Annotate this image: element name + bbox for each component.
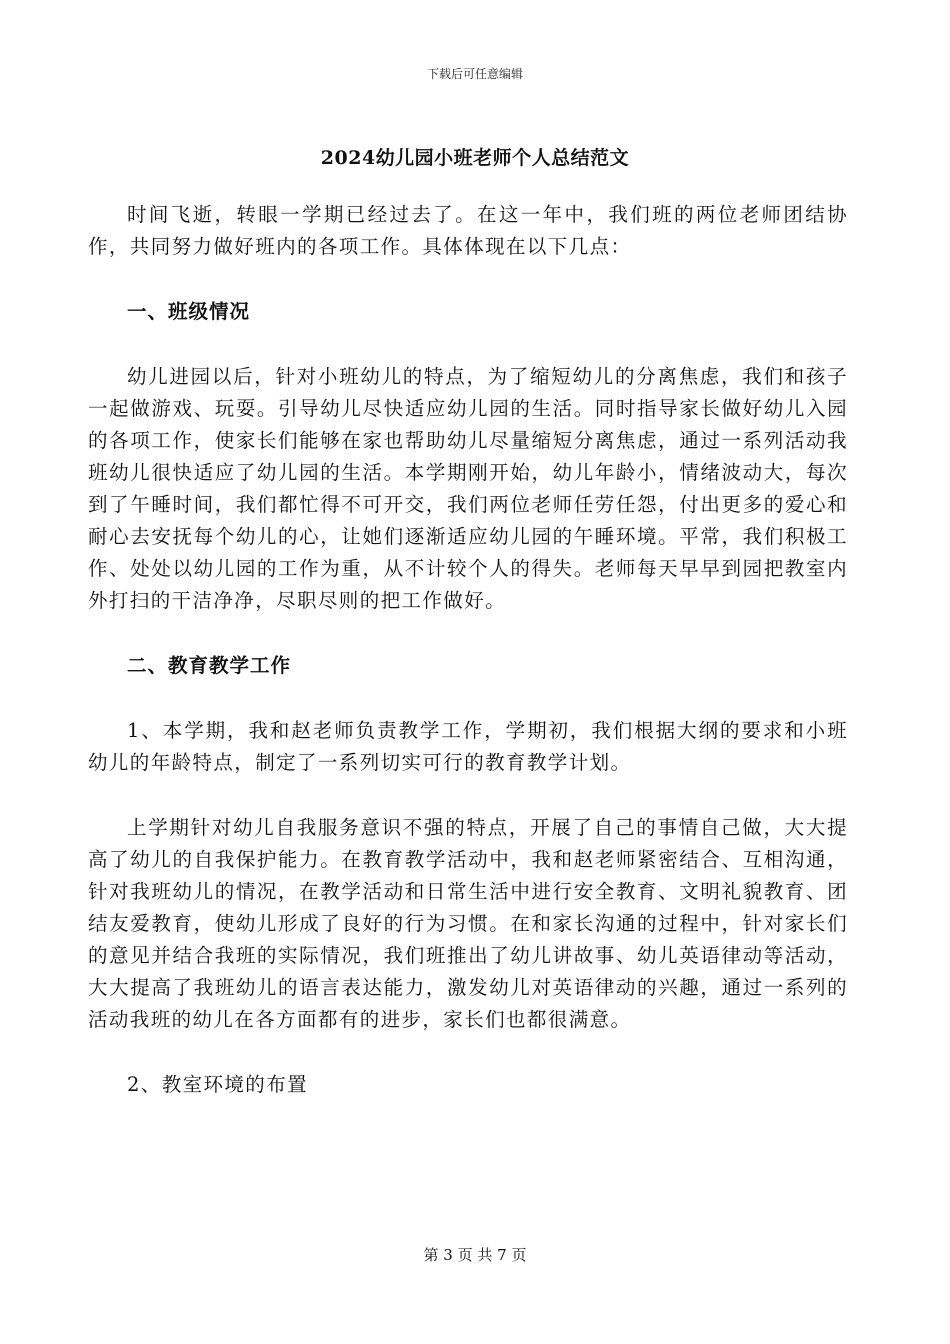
class-situation-paragraph: 幼儿进园以后，针对小班幼儿的特点，为了缩短幼儿的分离焦虑，我们和孩子一起做游戏、玩耍。引导幼儿尽快适应幼儿园的生活。同时指导家长做好幼儿入园的各项工作，使家长们能够在家也帮助幼儿尽量缩短分离焦虑，通过一系列活动我班幼儿很快适应了幼儿园的生活。本学期刚开始，幼儿年龄小，情绪波动大，每次到了午睡时间，我们都忙得不可开交，我们两位老师任劳任怨，付出更多的爱心和耐心去安抚每个幼儿的心，让她们逐渐适应幼儿园的午睡环境。平常，我们积极工作、处处以幼儿园的工作为重，从不计较个人的得失。老师每天早早到园把教室内外打扫的干洁净净，尽职尽则的把工作做好。 (88, 365, 848, 612)
section-heading-class-situation: 一、班级情况 (127, 300, 251, 323)
document-title: 2024幼儿园小班老师个人总结范文 (320, 147, 630, 169)
teaching-item-2-paragraph: 2、教室环境的布置 (127, 1073, 309, 1096)
page-number: 第 3 页 共 7 页 (423, 1246, 527, 1264)
header-note: 下载后可任意编辑 (426, 67, 523, 81)
section-heading-teaching-work: 二、教育教学工作 (127, 654, 292, 677)
teaching-item-1-paragraph: 1、本学期，我和赵老师负责教学工作，学期初，我们根据大纲的要求和小班幼儿的年龄特点，制定了一系列切实可行的教育教学计划。 (88, 719, 848, 774)
document-body (88, 199, 848, 1101)
teaching-details-paragraph: 上学期针对幼儿自我服务意识不强的特点，开展了自己的事情自己做，大大提高了幼儿的自我保护能力。在教育教学活动中，我和赵老师紧密结合、互相沟通，针对我班幼儿的情况，在教学活动和日常生活中进行安全教育、文明礼貌教育、团结友爱教育，使幼儿形成了良好的行为习惯。在和家长沟通的过程中，针对家长们的意见并结合我班的实际情况，我们班推出了幼儿讲故事、幼儿英语律动等活动，大大提高了我班幼儿的语言表达能力，激发幼儿对英语律动的兴趣，通过一系列的活动我班的幼儿在各方面都有的进步，家长们也都很满意。 (88, 816, 848, 1031)
intro-paragraph: 时间飞逝，转眼一学期已经过去了。在这一年中，我们班的两位老师团结协作，共同努力做好班内的各项工作。具体体现在以下几点： (88, 203, 848, 258)
